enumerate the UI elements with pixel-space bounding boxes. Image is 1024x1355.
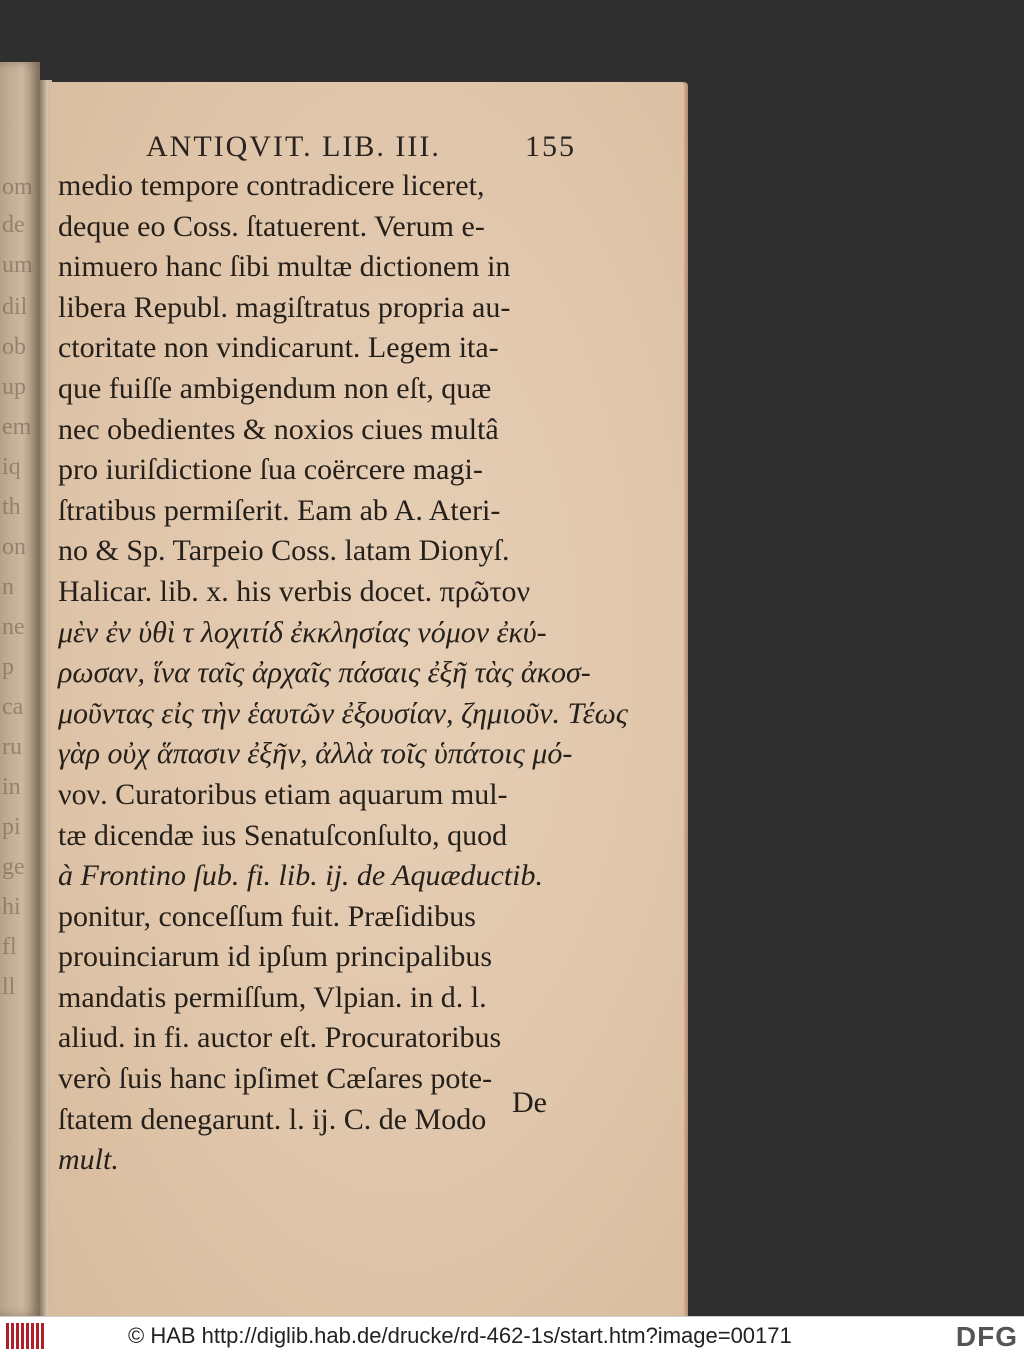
footer-bar [0,1316,1024,1355]
text-line: Halicar. lib. x. his verbis docet. πρῶτον [58,574,531,608]
running-head [146,130,576,170]
dfg-logo: DFG [955,1321,1018,1352]
text-line: tæ dicendæ ius Senatuſconſulto, quod [58,818,508,852]
text-line: mult. [58,1143,119,1177]
text-line: pro iuriſdictione ſua coërcere magi- [58,453,483,487]
ghost-text: on [2,534,26,560]
text-line: que fuiſſe ambigendum non eſt, quæ [58,371,492,405]
text-line: deque eo Coss. ſtatuerent. Verum e- [58,209,485,243]
text-line: prouinciarum id ipſum principalibus [58,940,493,974]
ghost-text: ca [2,694,24,720]
ghost-text: pi [2,814,21,840]
ghost-text: hi [2,894,21,920]
body-text [58,166,628,1181]
greek-text-line: μοῦντας εἰς τὴν ἑαυτῶν ἐξουσίαν, ζημιοῦν. Τέως [58,696,628,730]
ghost-text: ll [2,974,16,1000]
text-line: mandatis permiſſum, Vlpian. in d. l. [58,980,487,1014]
ghost-text: in [2,774,21,800]
ghost-text: iq [2,454,21,480]
ghost-text: em [2,414,32,440]
text-line: nimuero hanc ſibi multæ dictionem in [58,250,511,284]
catchword: De [512,1086,547,1119]
ghost-text: om [2,174,33,200]
ghost-text: up [2,374,26,400]
running-head-title: ANTIQVIT. LIB. III. [146,130,441,163]
ghost-text: th [2,494,21,520]
text-line: aliud. in fi. auctor eſt. Procuratoribus [58,1021,502,1055]
text-line: medio tempore contradicere liceret, [58,169,485,202]
greek-text-line: ρωσαν, ἵνα ταῖς ἀρχαῖς πάσαις ἐξῆ τὰς ἀκοσ- [58,656,591,690]
text-line: ctoritate non vindicarunt. Legem ita- [58,331,499,365]
text-line: ſtatem denegarunt. l. ij. C. de Modo [58,1102,487,1136]
ghost-text: ne [2,614,25,640]
text-line: verò ſuis hanc ipſimet Cæſares pote- [58,1062,493,1096]
ghost-text: ru [2,734,22,760]
ghost-text: dil [2,294,28,320]
left-facing-page-edge [0,62,40,1316]
text-line: à Frontino ſub. fi. lib. ij. de Aquæductib. [58,859,543,893]
text-line: nec obedientes & noxios ciues multâ [58,412,499,446]
text-line: ponitur, conceſſum fuit. Præſidibus [58,899,476,933]
ghost-text: ob [2,334,26,360]
ghost-text: ge [2,854,25,880]
barcode-icon [6,1323,46,1349]
text-line: libera Republ. magiſtratus propria au- [58,290,511,324]
greek-text-line: μὲν ἐν ὑθὶ τ λοχιτίδ ἐκκλησίας νόμον ἐκύ- [58,615,547,649]
ghost-text: de [2,212,25,238]
copyright-link[interactable]: © HAB http://diglib.hab.de/drucke/rd-462-1s/start.htm?image=00171 [128,1323,792,1348]
ghost-text: fl [2,934,17,960]
ghost-text: um [2,252,33,278]
text-line: ſtratibus permiſerit. Eam ab A. Ateri- [58,493,501,527]
text-line: νον. Curatoribus etiam aquarum mul- [58,777,508,811]
ghost-text: n [2,574,14,600]
text-line: no & Sp. Tarpeio Coss. latam Dionyſ. [58,534,510,568]
ghost-text: p [2,654,14,680]
greek-text-line: γὰρ οὐχ ἅπασιν ἐξῆν, ἀλλὰ τοῖς ὑπάτοις μό- [58,737,573,771]
page-number: 155 [525,130,576,163]
